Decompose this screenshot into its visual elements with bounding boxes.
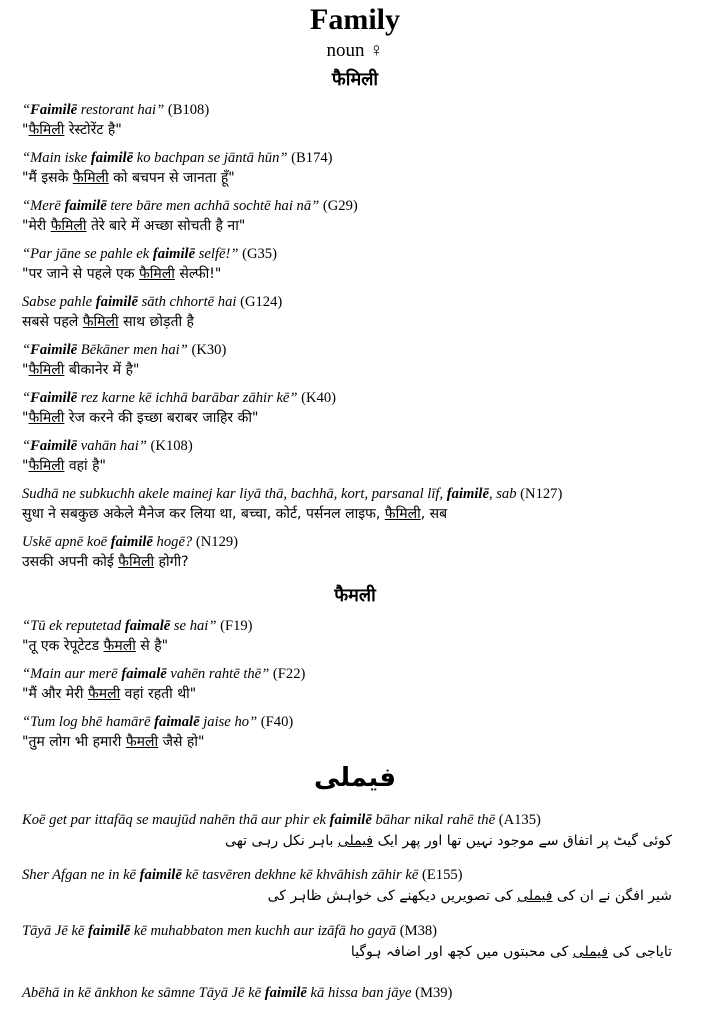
romanized-line: “Main iske faimilē ko bachpan se jāntā hūn” (B174)	[22, 150, 333, 166]
keyword-underlined: फैमिली	[72, 170, 109, 186]
example-entry	[22, 533, 692, 572]
keyword-underlined: फैमिली	[50, 218, 87, 234]
keyword-underlined: फैमली	[103, 638, 136, 654]
part-of-speech: noun ♀	[326, 40, 384, 61]
keyword: faimilē	[139, 867, 182, 883]
section-heading-devanagari-2: फैमली	[334, 585, 376, 606]
section-heading-devanagari-1: फैमिली	[331, 69, 379, 90]
romanized-line: “Faimilē vahān hai” (K108)	[22, 438, 193, 454]
keyword: faimalē	[121, 666, 167, 682]
example-entry	[22, 866, 692, 907]
source-ref: (K40)	[297, 390, 337, 406]
example-entry	[22, 811, 692, 852]
devanagari-line: "फैमिली रेज करने की इच्छा बराबर जाहिर की"	[22, 410, 259, 426]
keyword: faimilē	[329, 812, 372, 828]
romanized-line: Uskē apnē koē faimilē hogē? (N129)	[22, 534, 239, 550]
source-ref: (B108)	[164, 102, 210, 118]
entry-title: Family	[310, 3, 400, 36]
keyword: Faimilē	[30, 102, 78, 118]
devanagari-line: "मैं इसके फैमिली को बचपन से जानता हूँ"	[22, 170, 235, 186]
source-ref: (B174)	[287, 150, 333, 166]
example-entry	[22, 245, 692, 284]
keyword-underlined: फैमिली	[139, 266, 175, 282]
source-ref: (M38)	[396, 923, 438, 939]
keyword: faimilē	[90, 150, 134, 166]
source-ref: (G29)	[319, 198, 358, 214]
urdu-line: شیر افگن نے ان کی فیملی کی تصویریں دیکھنے کی خواہش ظاہر کی	[267, 888, 672, 904]
keyword: faimalē	[154, 714, 200, 730]
keyword-underlined: फैमिली	[118, 554, 155, 570]
romanized-line: “Faimilē restorant hai” (B108)	[22, 102, 210, 118]
devanagari-line: सुधा ने सबकुछ अकेले मैनेज कर लिया था, बच्चा, कोर्ट, पर्सनल लाइफ, फैमिली, सब	[22, 506, 448, 522]
example-entry	[22, 437, 692, 476]
example-entry	[22, 389, 692, 428]
devanagari-line: "तुम लोग भी हमारी फैमली जैसे हो"	[22, 734, 205, 750]
keyword: faimalē	[124, 618, 171, 634]
keyword: faimilē	[95, 294, 138, 310]
example-entry	[22, 617, 692, 656]
romanized-line: Koē get par ittafāq se maujūd nahēn thā aur phir ek faimilē bāhar nikal rahē thē (A135)	[22, 812, 541, 828]
example-entry	[22, 293, 692, 332]
romanized-line: “Merē faimilē tere bāre men achhā sochtē hai nā” (G29)	[22, 198, 358, 214]
source-ref: (M39)	[411, 985, 453, 1001]
example-entry	[22, 984, 692, 1003]
keyword: faimilē	[152, 246, 196, 262]
keyword: Faimilē	[30, 438, 78, 454]
source-ref: (A135)	[495, 812, 541, 828]
devanagari-line: "मैं और मेरी फैमली वहां रहती थी"	[22, 686, 197, 702]
devanagari-line: "फैमिली रेस्टोरेंट है"	[22, 122, 122, 138]
keyword: faimilē	[264, 985, 307, 1001]
source-ref: (N129)	[192, 534, 239, 550]
source-ref: (F19)	[216, 618, 253, 634]
keyword-underlined: फैमिली	[28, 410, 65, 426]
romanized-line: Sudhā ne subkuchh akele mainej kar liyā thā, bachhā, kort, parsanal līf, faimilē, sab (N127)	[22, 486, 563, 502]
keyword: faimilē	[446, 486, 489, 502]
source-ref: (F40)	[257, 714, 294, 730]
urdu-line: تایاجی کی فیملی کی محبتوں میں کچھ اور اضافہ ہوگیا	[350, 944, 672, 960]
example-entry	[22, 665, 692, 704]
romanized-line: “Faimilē Bēkāner men hai” (K30)	[22, 342, 227, 358]
keyword-underlined: फैमली	[87, 686, 121, 702]
romanized-line: Sabse pahle faimilē sāth chhortē hai (G124)	[22, 294, 283, 310]
source-ref: (E155)	[418, 867, 463, 883]
romanized-line: “Tum log bhē hamārē faimalē jaise ho” (F40)	[22, 714, 294, 730]
example-entry	[22, 341, 692, 380]
keyword-underlined: फैमिली	[28, 122, 65, 138]
keyword: Faimilē	[30, 390, 78, 406]
keyword-underlined: فیملی	[517, 888, 553, 904]
romanized-line: “Faimilē rez karne kē ichhā barābar zāhir kē” (K40)	[22, 390, 337, 406]
source-ref: (G124)	[236, 294, 283, 310]
keyword: Faimilē	[30, 342, 78, 358]
example-entry	[22, 485, 692, 524]
keyword: faimilē	[64, 198, 107, 214]
keyword-underlined: फैमली	[125, 734, 159, 750]
devanagari-line: "तू एक रेपूटेटड फैमली से है"	[22, 638, 169, 654]
example-entry	[22, 713, 692, 752]
source-ref: (G35)	[238, 246, 277, 262]
romanized-line: “Tū ek reputetad faimalē se hai” (F19)	[22, 618, 253, 634]
example-entry	[22, 922, 692, 963]
keyword-underlined: फैमिली	[384, 506, 421, 522]
devanagari-line: "मेरी फैमिली तेरे बारे में अच्छा सोचती है ना"	[22, 218, 246, 234]
source-ref: (K108)	[146, 438, 193, 454]
source-ref: (K30)	[187, 342, 227, 358]
romanized-line: Tāyā Jē kē faimilē kē muhabbaton men kuchh aur izāfā ho gayā (M38)	[22, 923, 438, 939]
source-ref: (N127)	[516, 486, 563, 502]
devanagari-line: "पर जाने से पहले एक फैमिली सेल्फी!"	[22, 266, 222, 282]
devanagari-line: सबसे पहले फैमिली साथ छोड़ती है	[22, 314, 194, 330]
keyword: faimilē	[110, 534, 153, 550]
devanagari-line: उसकी अपनी कोई फैमिली होगी?	[22, 554, 189, 570]
source-ref: (F22)	[269, 666, 306, 682]
keyword-underlined: फैमिली	[28, 362, 65, 378]
keyword-underlined: فیملی	[337, 833, 374, 849]
romanized-line: Sher Afgan ne in kē faimilē kē tasvēren dekhne kē khvāhish zāhir kē (E155)	[22, 867, 463, 883]
example-entry	[22, 101, 692, 140]
example-entry	[22, 149, 692, 188]
keyword-underlined: फैमिली	[82, 314, 119, 330]
example-entry	[22, 197, 692, 236]
romanized-line: Abēhā in kē ānkhon ke sāmne Tāyā Jē kē faimilē kā hissa ban jāye (M39)	[22, 985, 453, 1001]
urdu-line: کوئی گیٹ پر اتفاق سے موجود نہیں تھا اور پھر ایک فیملی باہر نکل رہی تھی	[225, 833, 672, 849]
devanagari-line: "फैमिली वहां है"	[22, 458, 106, 474]
devanagari-line: "फैमिली बीकानेर में है"	[22, 362, 140, 378]
section-heading-urdu: فیملی	[314, 763, 396, 793]
romanized-line: “Main aur merē faimalē vahēn rahtē thē” (F22)	[22, 666, 306, 682]
keyword-underlined: فیملی	[572, 944, 609, 960]
keyword: faimilē	[88, 923, 131, 939]
romanized-line: “Par jāne se pahle ek faimilē selfē!” (G35)	[22, 246, 277, 262]
keyword-underlined: फैमिली	[28, 458, 65, 474]
